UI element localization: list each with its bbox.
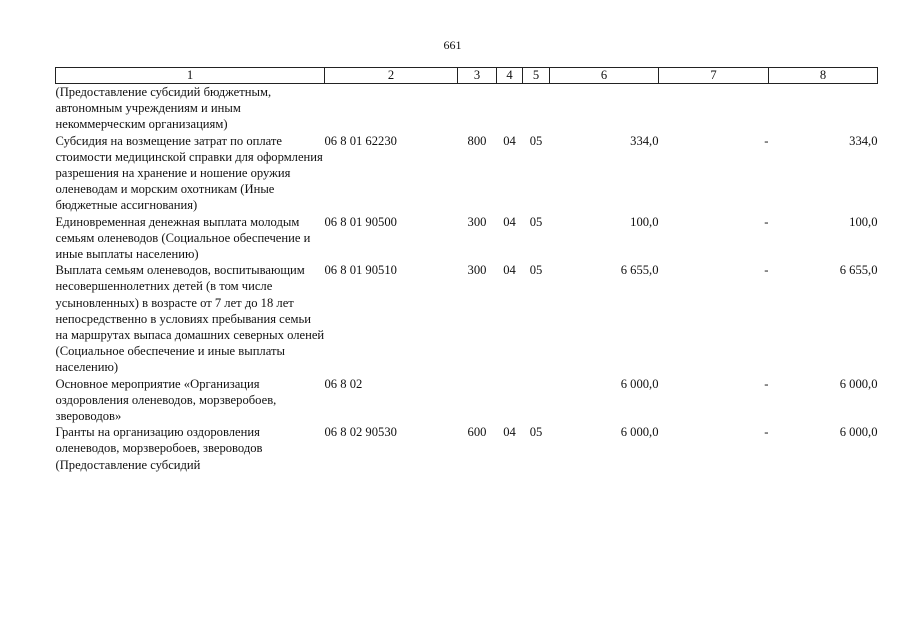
header-cell-5: 5: [523, 68, 550, 84]
subsection: [523, 376, 550, 425]
amount: 6 000,0: [620, 425, 659, 440]
total: 100,0: [849, 214, 878, 229]
item-code: 06 8 01 90510: [324, 263, 397, 278]
item-name: Субсидия на возмещение затрат по оплате стоимости медицинской справки для оформления разрешения на хранение и ношение оружия оленеводам и морским охотникам (Иные бюджетные ассигнования): [55, 133, 323, 213]
page-number: 661: [443, 38, 462, 52]
subsection: [523, 84, 550, 133]
header-row: [56, 68, 878, 84]
change: -: [764, 133, 769, 148]
header-cell-4: 4: [497, 68, 523, 84]
item-code: 06 8 02: [324, 376, 363, 391]
amount: [550, 84, 659, 133]
total: 6 000,0: [839, 376, 878, 391]
change: -: [764, 214, 769, 229]
item-name: (Предоставление субсидий бюджетным, автономным учреждениям и иным некоммерческим организациям): [55, 85, 272, 132]
header-cell-6: 6: [550, 68, 659, 84]
expense-type: [458, 376, 497, 425]
section: 04: [503, 425, 516, 440]
header-cell-1: 1: [56, 68, 325, 84]
header-cell-3: 3: [458, 68, 497, 84]
section: 04: [503, 214, 516, 229]
change: -: [764, 263, 769, 278]
expense-type: 300: [467, 214, 487, 229]
budget-table: [55, 67, 878, 473]
subsection: 05: [529, 133, 543, 148]
section: 04: [503, 263, 516, 278]
change: -: [764, 425, 769, 440]
item-name: Гранты на организацию оздоровления оленеводов, морзверобоев, звероводов (Предоставление субсидий: [55, 425, 263, 472]
header-cell-7: 7: [659, 68, 769, 84]
table-row: [56, 84, 878, 133]
change: [659, 84, 769, 133]
total: 334,0: [849, 133, 878, 148]
change: -: [764, 376, 769, 391]
item-name: Единовременная денежная выплата молодым семьям оленеводов (Социальное обеспечение и иные выплаты населению): [55, 214, 311, 262]
section: [497, 376, 523, 425]
header-cell-2: 2: [325, 68, 458, 84]
expense-type: 800: [467, 133, 487, 148]
item-name: Основное мероприятие «Организация оздоровления оленеводов, морзверобоев, звероводов»: [55, 376, 277, 424]
total: [769, 84, 878, 133]
amount: 6 655,0: [620, 263, 659, 278]
item-code: 06 8 02 90530: [324, 425, 397, 440]
total: 6 655,0: [839, 263, 878, 278]
amount: 100,0: [630, 214, 659, 229]
subsection: 05: [529, 263, 543, 278]
header-cell-8: 8: [769, 68, 878, 84]
table-row: [56, 214, 878, 263]
item-code: 06 8 01 62230: [324, 133, 397, 148]
amount: 334,0: [630, 133, 659, 148]
subsection: 05: [529, 214, 543, 229]
section: [497, 84, 523, 133]
amount: 6 000,0: [620, 376, 659, 391]
item-name: Выплата семьям оленеводов, воспитывающим несовершеннолетних детей (в том числе усыновленных) в возрасте от 7 лет до 18 лет непосредственно в условиях пребывания семьи на маршрутах выпаса домашних северных оленей (Социальное обеспечение и иные выплаты населению): [55, 263, 325, 375]
section: 04: [503, 133, 516, 148]
table-row: [56, 262, 878, 375]
total: 6 000,0: [839, 425, 878, 440]
expense-type: 600: [467, 425, 487, 440]
item-code: 06 8 01 90500: [324, 214, 397, 229]
item-code: [325, 84, 458, 133]
expense-type: 300: [467, 263, 487, 278]
table-row: [56, 424, 878, 473]
table-row: [56, 133, 878, 214]
subsection: 05: [529, 425, 543, 440]
expense-type: [458, 84, 497, 133]
table-row: [56, 376, 878, 425]
